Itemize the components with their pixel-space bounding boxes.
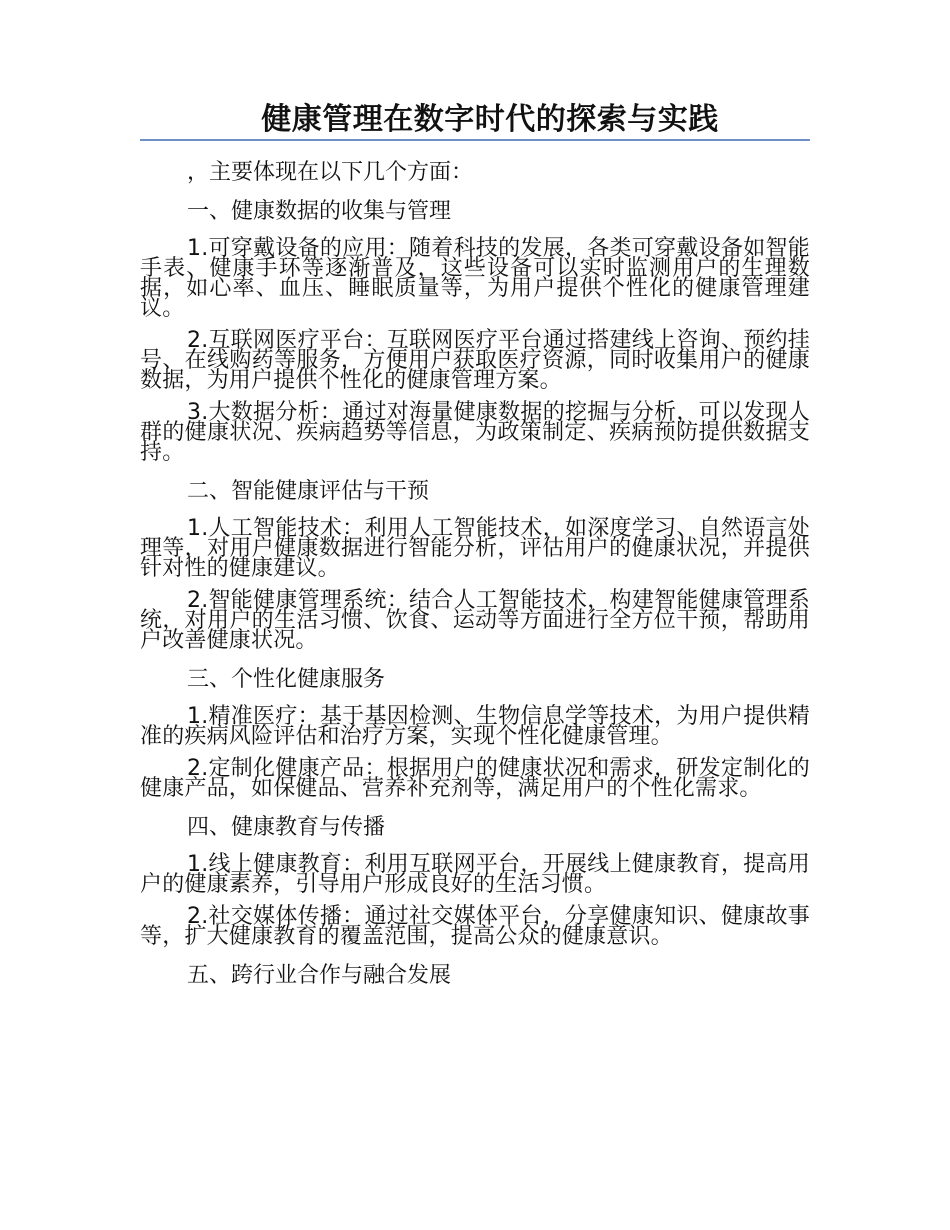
document-title: 健康管理在数字时代的探索与实践 bbox=[261, 102, 719, 137]
paragraph-1-2: 2.互联网医疗平台：互联网医疗平台通过搭建线上咨询、预约挂号、在线购药等服务，方便用户获取医疗资源，同时收集用户的健康数据，为用户提供个性化的健康管理方案。 bbox=[140, 328, 810, 393]
paragraph-4-1: 1.线上健康教育：利用互联网平台，开展线上健康教育，提高用户的健康素养，引导用户形成良好的生活习惯。 bbox=[140, 852, 810, 897]
section-heading-4: 四、健康教育与传播 bbox=[187, 815, 386, 840]
intro-line: ，主要体现在以下几个方面： bbox=[187, 160, 474, 185]
paragraph-3-1: 1.精准医疗：基于基因检测、生物信息学等技术，为用户提供精准的疾病风险评估和治疗方案，实现个性化健康管理。 bbox=[140, 704, 810, 749]
section-heading-5: 五、跨行业合作与融合发展 bbox=[187, 963, 452, 988]
title-underline bbox=[140, 139, 810, 141]
section-heading-3: 三、个性化健康服务 bbox=[187, 667, 386, 692]
paragraph-3-2: 2.定制化健康产品：根据用户的健康状况和需求，研发定制化的健康产品，如保健品、营养补充剂等，满足用户的个性化需求。 bbox=[140, 756, 810, 801]
paragraph-2-2: 2.智能健康管理系统：结合人工智能技术，构建智能健康管理系统，对用户的生活习惯、饮食、运动等方面进行全方位干预，帮助用户改善健康状况。 bbox=[140, 588, 810, 653]
paragraph-1-1: 1.可穿戴设备的应用：随着科技的发展，各类可穿戴设备如智能手表、健康手环等逐渐普及，这些设备可以实时监测用户的生理数据，如心率、血压、睡眠质量等，为用户提供个性化的健康管理建议。 bbox=[140, 236, 810, 321]
document-body bbox=[140, 156, 810, 998]
paragraph-4-2: 2.社交媒体传播：通过社交媒体平台，分享健康知识、健康故事等，扩大健康教育的覆盖范围，提高公众的健康意识。 bbox=[140, 904, 810, 949]
section-heading-1: 一、健康数据的收集与管理 bbox=[187, 199, 452, 224]
paragraph-2-1: 1.人工智能技术：利用人工智能技术，如深度学习、自然语言处理等，对用户健康数据进行智能分析，评估用户的健康状况，并提供针对性的健康建议。 bbox=[140, 516, 810, 581]
section-heading-2: 二、智能健康评估与干预 bbox=[187, 479, 430, 504]
paragraph-1-3: 3.大数据分析：通过对海量健康数据的挖掘与分析，可以发现人群的健康状况、疾病趋势等信息，为政策制定、疾病预防提供数据支持。 bbox=[140, 400, 810, 465]
